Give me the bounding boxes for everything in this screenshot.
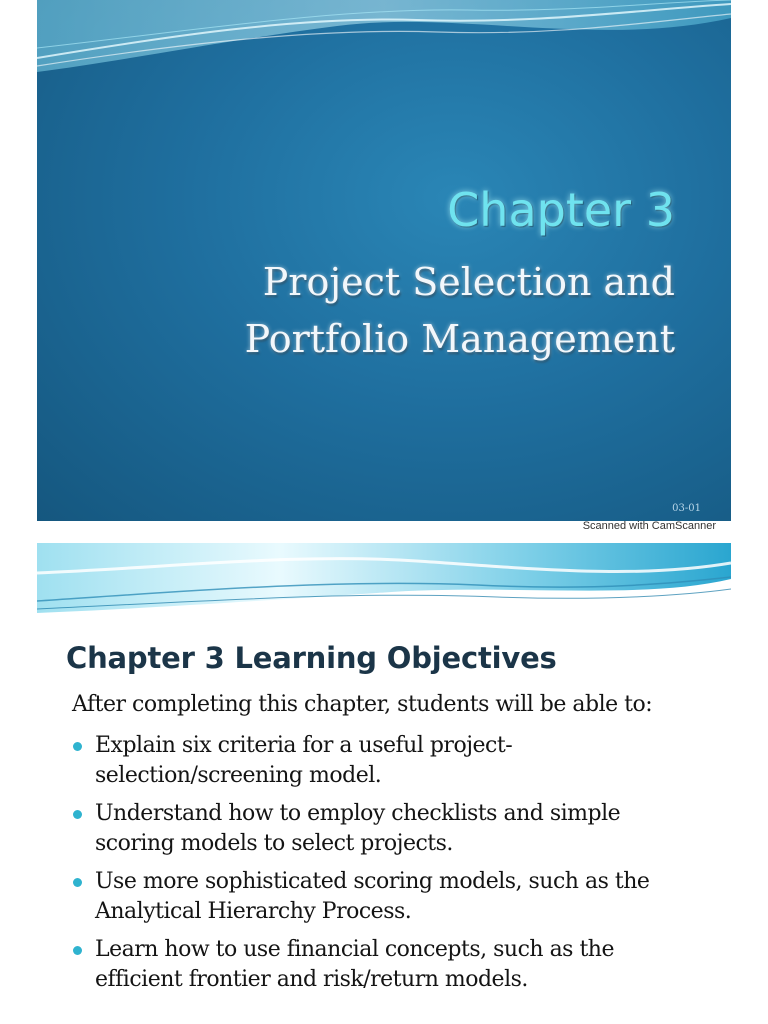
bullet-icon — [73, 878, 82, 887]
list-item-line: efficient frontier and risk/return models. — [95, 967, 528, 992]
list-item-line: Learn how to use financial concepts, such as the — [95, 937, 614, 962]
list-item — [73, 935, 649, 995]
objectives-heading: Chapter 3 Learning Objectives — [66, 641, 557, 675]
bullet-icon — [73, 946, 82, 955]
subtitle-line: Portfolio Management — [244, 317, 675, 361]
list-item-line: scoring models to select projects. — [95, 831, 453, 856]
wave-band-decoration — [37, 543, 731, 615]
slide-number: 03-01 — [672, 503, 701, 514]
list-item-line: Use more sophisticated scoring models, such as the — [95, 869, 650, 894]
bullet-icon — [73, 810, 82, 819]
objectives-list — [73, 731, 649, 1003]
intro-text: After completing this chapter, students will be able to: — [72, 692, 653, 717]
list-item-line: Analytical Hierarchy Process. — [95, 899, 412, 924]
subtitle-line: Project Selection and — [262, 260, 675, 304]
wave-decoration — [37, 0, 731, 80]
list-item-line: selection/screening model. — [95, 763, 382, 788]
slide-subtitle — [245, 254, 675, 368]
slide-title: Chapter 3 — [447, 183, 675, 237]
objectives-slide — [37, 543, 731, 1024]
title-slide — [37, 0, 731, 521]
list-item — [73, 799, 649, 859]
list-item-line: Understand how to employ checklists and simple — [95, 801, 621, 826]
bullet-icon — [73, 742, 82, 751]
list-item-line: Explain six criteria for a useful project- — [95, 733, 513, 758]
list-item — [73, 867, 649, 927]
scanner-watermark: Scanned with CamScanner — [582, 520, 716, 532]
list-item — [73, 731, 649, 791]
